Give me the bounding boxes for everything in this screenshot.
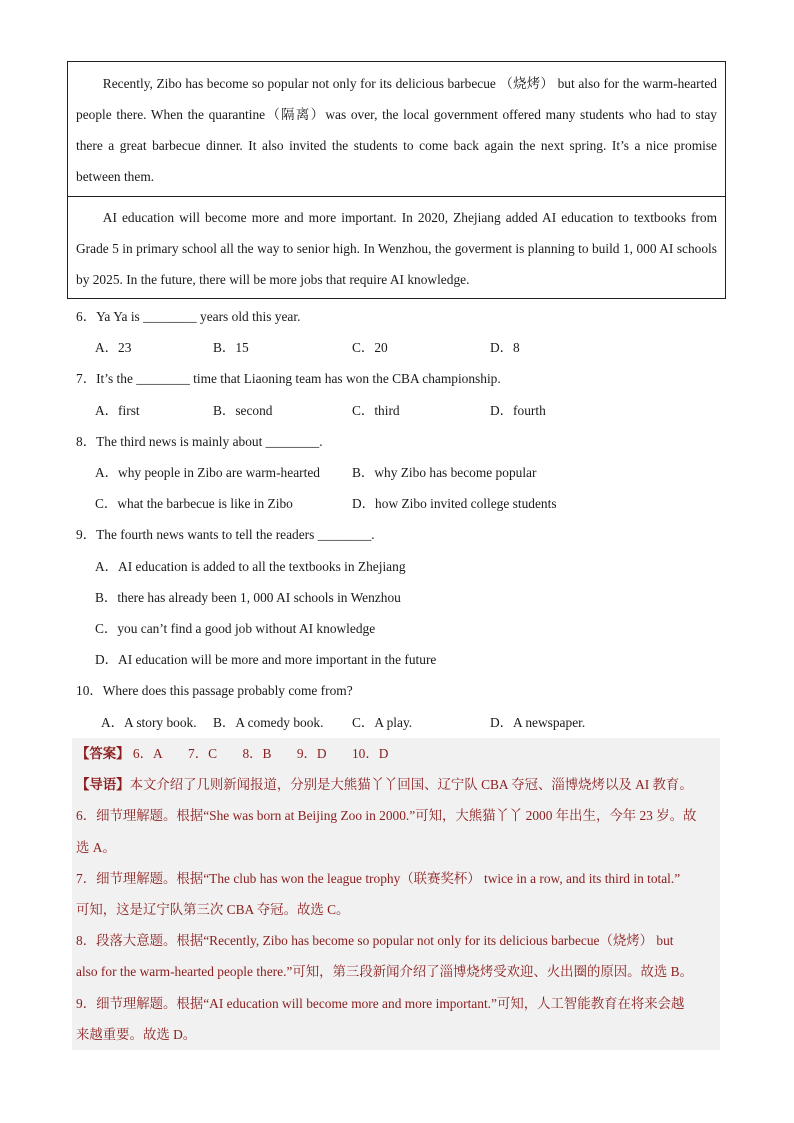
passage-zibo-text: Recently, Zibo has become so popular not only for its delicious barbecue （烧烤） but also for the warm-hearted people there. When the quarantine（隔离）was over, the local government offered many students who had to stay there a great barbecue dinner. It also invited the students to come back again the next spring. It’s a nice promise between them. xyxy=(76,76,717,184)
explanation-line: 6．细节理解题。根据“She was born at Beijing Zoo in 2000.”可知，大熊猫丫丫 2000 年出生，今年 23 岁。故 xyxy=(76,808,697,823)
option-b: B．there has already been 1, 000 AI schools in Wenzhou xyxy=(95,590,401,605)
option-c: C．you can’t find a good job without AI knowledge xyxy=(95,621,376,636)
explanation-line: 8．段落大意题。根据“Recently, Zibo has become so popular not only for its delicious barbecue（烧烤） but xyxy=(76,933,674,948)
option-d: D．AI education will be more and more important in the future xyxy=(95,652,437,667)
question-9-stem: 9．The fourth news wants to tell the readers ________. xyxy=(76,527,375,542)
answer-key xyxy=(76,744,410,764)
explanation-line: 9．细节理解题。根据“AI education will become more and more important.”可知，人工智能教育在将来会越 xyxy=(76,996,685,1011)
explanation-line: 可知，这是辽宁队第三次 CBA 夺冠。故选 C。 xyxy=(76,902,350,917)
option-a: A．A story book. xyxy=(101,715,197,730)
option-b: B．A comedy book. xyxy=(213,715,324,730)
question-8-options-row1 xyxy=(95,463,615,483)
option-d: D．how Zibo invited college students xyxy=(352,496,557,511)
answer-tag: 【答案】 xyxy=(76,746,130,761)
option-d: D．fourth xyxy=(490,403,546,418)
option-b: B．second xyxy=(213,403,273,418)
option-d: D．8 xyxy=(490,340,520,355)
passage-zibo xyxy=(68,62,725,197)
answer-8: 8．B xyxy=(242,746,272,761)
option-c: C．what the barbecue is like in Zibo xyxy=(95,496,293,511)
question-6-stem: 6．Ya Ya is ________ years old this year. xyxy=(76,309,301,324)
option-b: B．why Zibo has become popular xyxy=(352,465,537,480)
news-passage-table xyxy=(67,61,726,299)
option-b: B．15 xyxy=(213,340,249,355)
passage-ai-education xyxy=(68,197,725,299)
option-c: C．A play. xyxy=(352,715,413,730)
guide-line xyxy=(76,775,693,795)
option-d: D．A newspaper. xyxy=(490,715,586,730)
guide-text: 本文介绍了几则新闻报道，分别是大熊猫丫丫回国、辽宁队 CBA 夺冠、淄博烧烤以及 AI 教育。 xyxy=(129,777,693,792)
answer-9: 9．D xyxy=(296,746,327,761)
question-10-stem: 10．Where does this passage probably come from? xyxy=(76,683,353,698)
question-6-options xyxy=(95,338,615,358)
option-a: A．why people in Zibo are warm-hearted xyxy=(95,465,320,480)
explanation-line: 来越重要。故选 D。 xyxy=(76,1027,197,1042)
question-10-options xyxy=(101,713,621,733)
question-8-stem: 8．The third news is mainly about ________. xyxy=(76,434,323,449)
answer-6: 6．A xyxy=(132,746,163,761)
option-c: C．20 xyxy=(352,340,388,355)
passage-ai-text: AI education will become more and more important. In 2020, Zhejiang added AI education to textbooks from Grade 5 in primary school all the way to senior high. In Wenzhou, the goverment is planning to build 1, 000 AI schools by 2025. In the future, there will be more jobs that require AI knowledge. xyxy=(76,210,717,287)
explanation-line: 7．细节理解题。根据“The club has won the league trophy（联赛奖杯） twice in a row, and its third in total.” xyxy=(76,871,681,886)
answer-10: 10．D xyxy=(351,746,389,761)
option-a: A．AI education is added to all the textbooks in Zhejiang xyxy=(95,559,406,574)
question-8-options-row2 xyxy=(95,494,615,514)
question-7-options xyxy=(95,401,615,421)
explanation-line: 选 A。 xyxy=(76,840,116,855)
explanation-line: also for the warm-hearted people there.”可知，第三段新闻介绍了淄博烧烤受欢迎、火出圈的原因。故选 B。 xyxy=(76,964,693,979)
option-a: A．first xyxy=(95,403,140,418)
guide-tag: 【导语】 xyxy=(76,777,130,792)
question-7-stem: 7．It’s the ________ time that Liaoning team has won the CBA championship. xyxy=(76,371,501,386)
option-c: C．third xyxy=(352,403,400,418)
answer-7: 7．C xyxy=(188,746,218,761)
option-a: A．23 xyxy=(95,340,132,355)
